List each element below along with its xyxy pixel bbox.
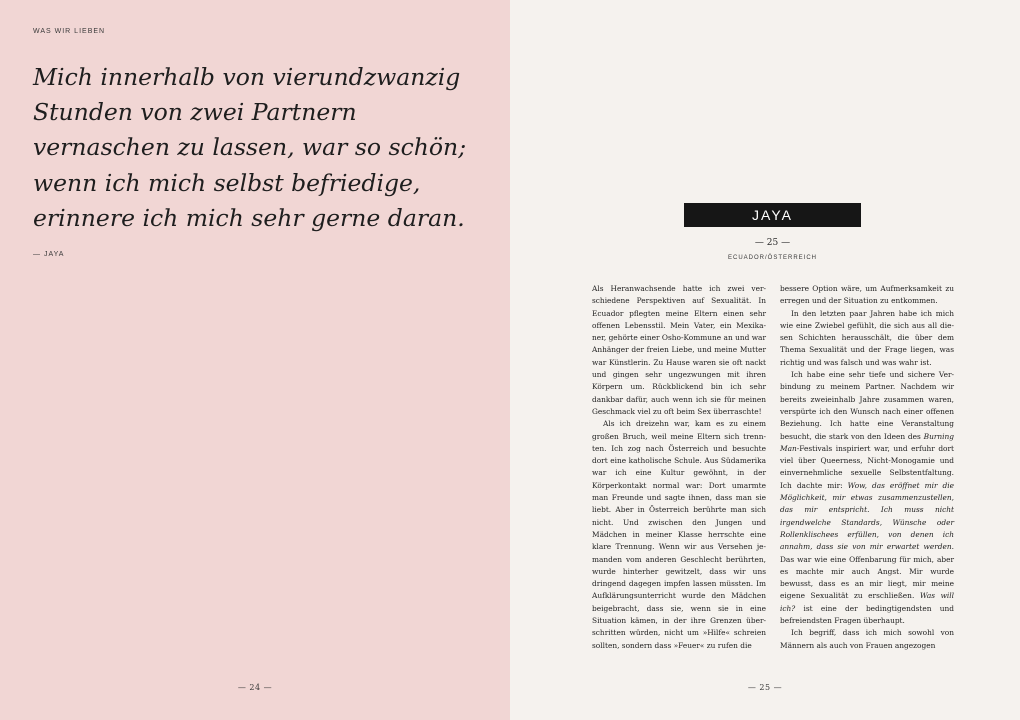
body-text: Das war wie eine Offenbarung für mich, aber es machte mir auch Angst. Mir wurde bewusst, dass es an mir liegt, mir meine eigene Sexualität zu erschließen. [780,554,954,601]
inner-thought: Wow, das eröffnet mir die Möglichkeit, mir etwas zusammenzustellen, das mir entspricht. Ich muss nicht irgendwelche Standards, Wünsche oder Rollenklischees erfüllen, von denen ich annahm, dass sie von mir erwartet werden. [780,480,954,552]
body-column-left [592,283,766,652]
body-paragraph: Als Heranwachsende hatte ich zwei verschiedene Perspektiven auf Sexualität. In Ecuador pflegten meine Eltern einen sehr offenen Lebensstil. Mein Vater, ein Mexikaner, gehörte einer Osho-Kommune an und war Anhänger der freien Liebe, und meine Mutter war Künstlerin. Zu Hause waren sie oft nackt und gingen sehr ungezwungen mit ihren Körpern um. Rückblickend bin ich sehr dankbar dafür, auch wenn ich sie für meinen Geschmack viel zu oft beim Sex überraschte! [592,284,766,416]
body-text: ist eine der bedingtigendsten und befreiendsten Fragen überhaupt. [780,603,954,626]
age-label: — 25 — [754,238,791,248]
origin-label: ECUADOR/ÖSTERREICH [727,255,817,261]
body-paragraph: bessere Option wäre, um Aufmerksamkeit zu erregen und der Situation zu entkommen. [780,284,954,306]
page-number-left: — 24 — [237,683,273,692]
body-paragraph: Ich begriff, dass ich mich sowohl von Männern als auch von Frauen angezogen [780,628,954,650]
quote-attribution: — JAYA [33,251,65,258]
name-banner: JAYA [684,203,861,227]
body-paragraph: In den letzten paar Jahren habe ich mich wie eine Zwiebel gefühlt, die sich aus all diesen Schichten herausschält, die über dem Thema Sexualität und der Frage liegen, was richtig und was falsch und was wahr ist. [780,308,954,367]
quote-line: wenn ich mich selbst befriedige, [33,168,421,197]
pull-quote [33,60,493,236]
body-text: -Festivals inspiriert war, und erfuhr dort viel über Queerness, Nicht-Monogamie und einvernehmliche sexuelle Selbstentfaltung. Ich dachte mir: [780,443,954,490]
page-number-right: — 25 — [747,683,783,692]
body-paragraph [780,369,954,627]
inner-question: Was will ich? [780,591,954,613]
right-page [510,0,1020,720]
quote-line: erinnere ich mich sehr gerne daran. [33,203,465,232]
body-text: Ich habe eine sehr tiefe und sichere Verbindung zu meinem Partner. Nachdem wir bereits zweieinhalb Jahre zusammen waren, verspürte ich den Wunsch nach einer offenen Beziehung. Ich hatte eine Veranstaltung besucht, die stark von den Ideen des [780,370,954,441]
body-paragraph: Als ich dreizehn war, kam es zu einem großen Bruch, weil meine Eltern sich trennten. Ich zog nach Österreich und besuchte dort eine katholische Schule. Aus Südamerika war ich eine Kultur gewöhnt, in der Körperkontakt normal war: Dort umarmte man Freunde und sagte ihnen, dass man sie liebt. Aber in Österreich berührte man sich nicht. Und zwischen den Jungen und Mädchen in meiner Klasse herrschte eine klare Trennung. Wenn wir aus Versehen jemanden vom anderen Geschlecht berührten, wurde hinterher gewitzelt, dass wir uns dringend dagegen impfen lassen müssten. Im Aufklärungsunterricht wurde den Mädchen beigebracht, dass sie, wenn sie in eine Situation kämen, in der ihre Grenzen überschritten würden, nicht um »Hilfe« schreien sollten, sondern dass »Feuer« zu rufen die [592,419,766,650]
festival-name: Burning Man [780,431,954,453]
quote-line: Mich innerhalb von vierundzwanzig [33,63,461,91]
section-label: WAS WIR LIEBEN [33,28,106,35]
quote-line: vernaschen zu lassen, war so schön; [33,133,467,162]
quote-line: Stunden von zwei Partnern [33,98,357,127]
body-column-right [780,283,954,652]
